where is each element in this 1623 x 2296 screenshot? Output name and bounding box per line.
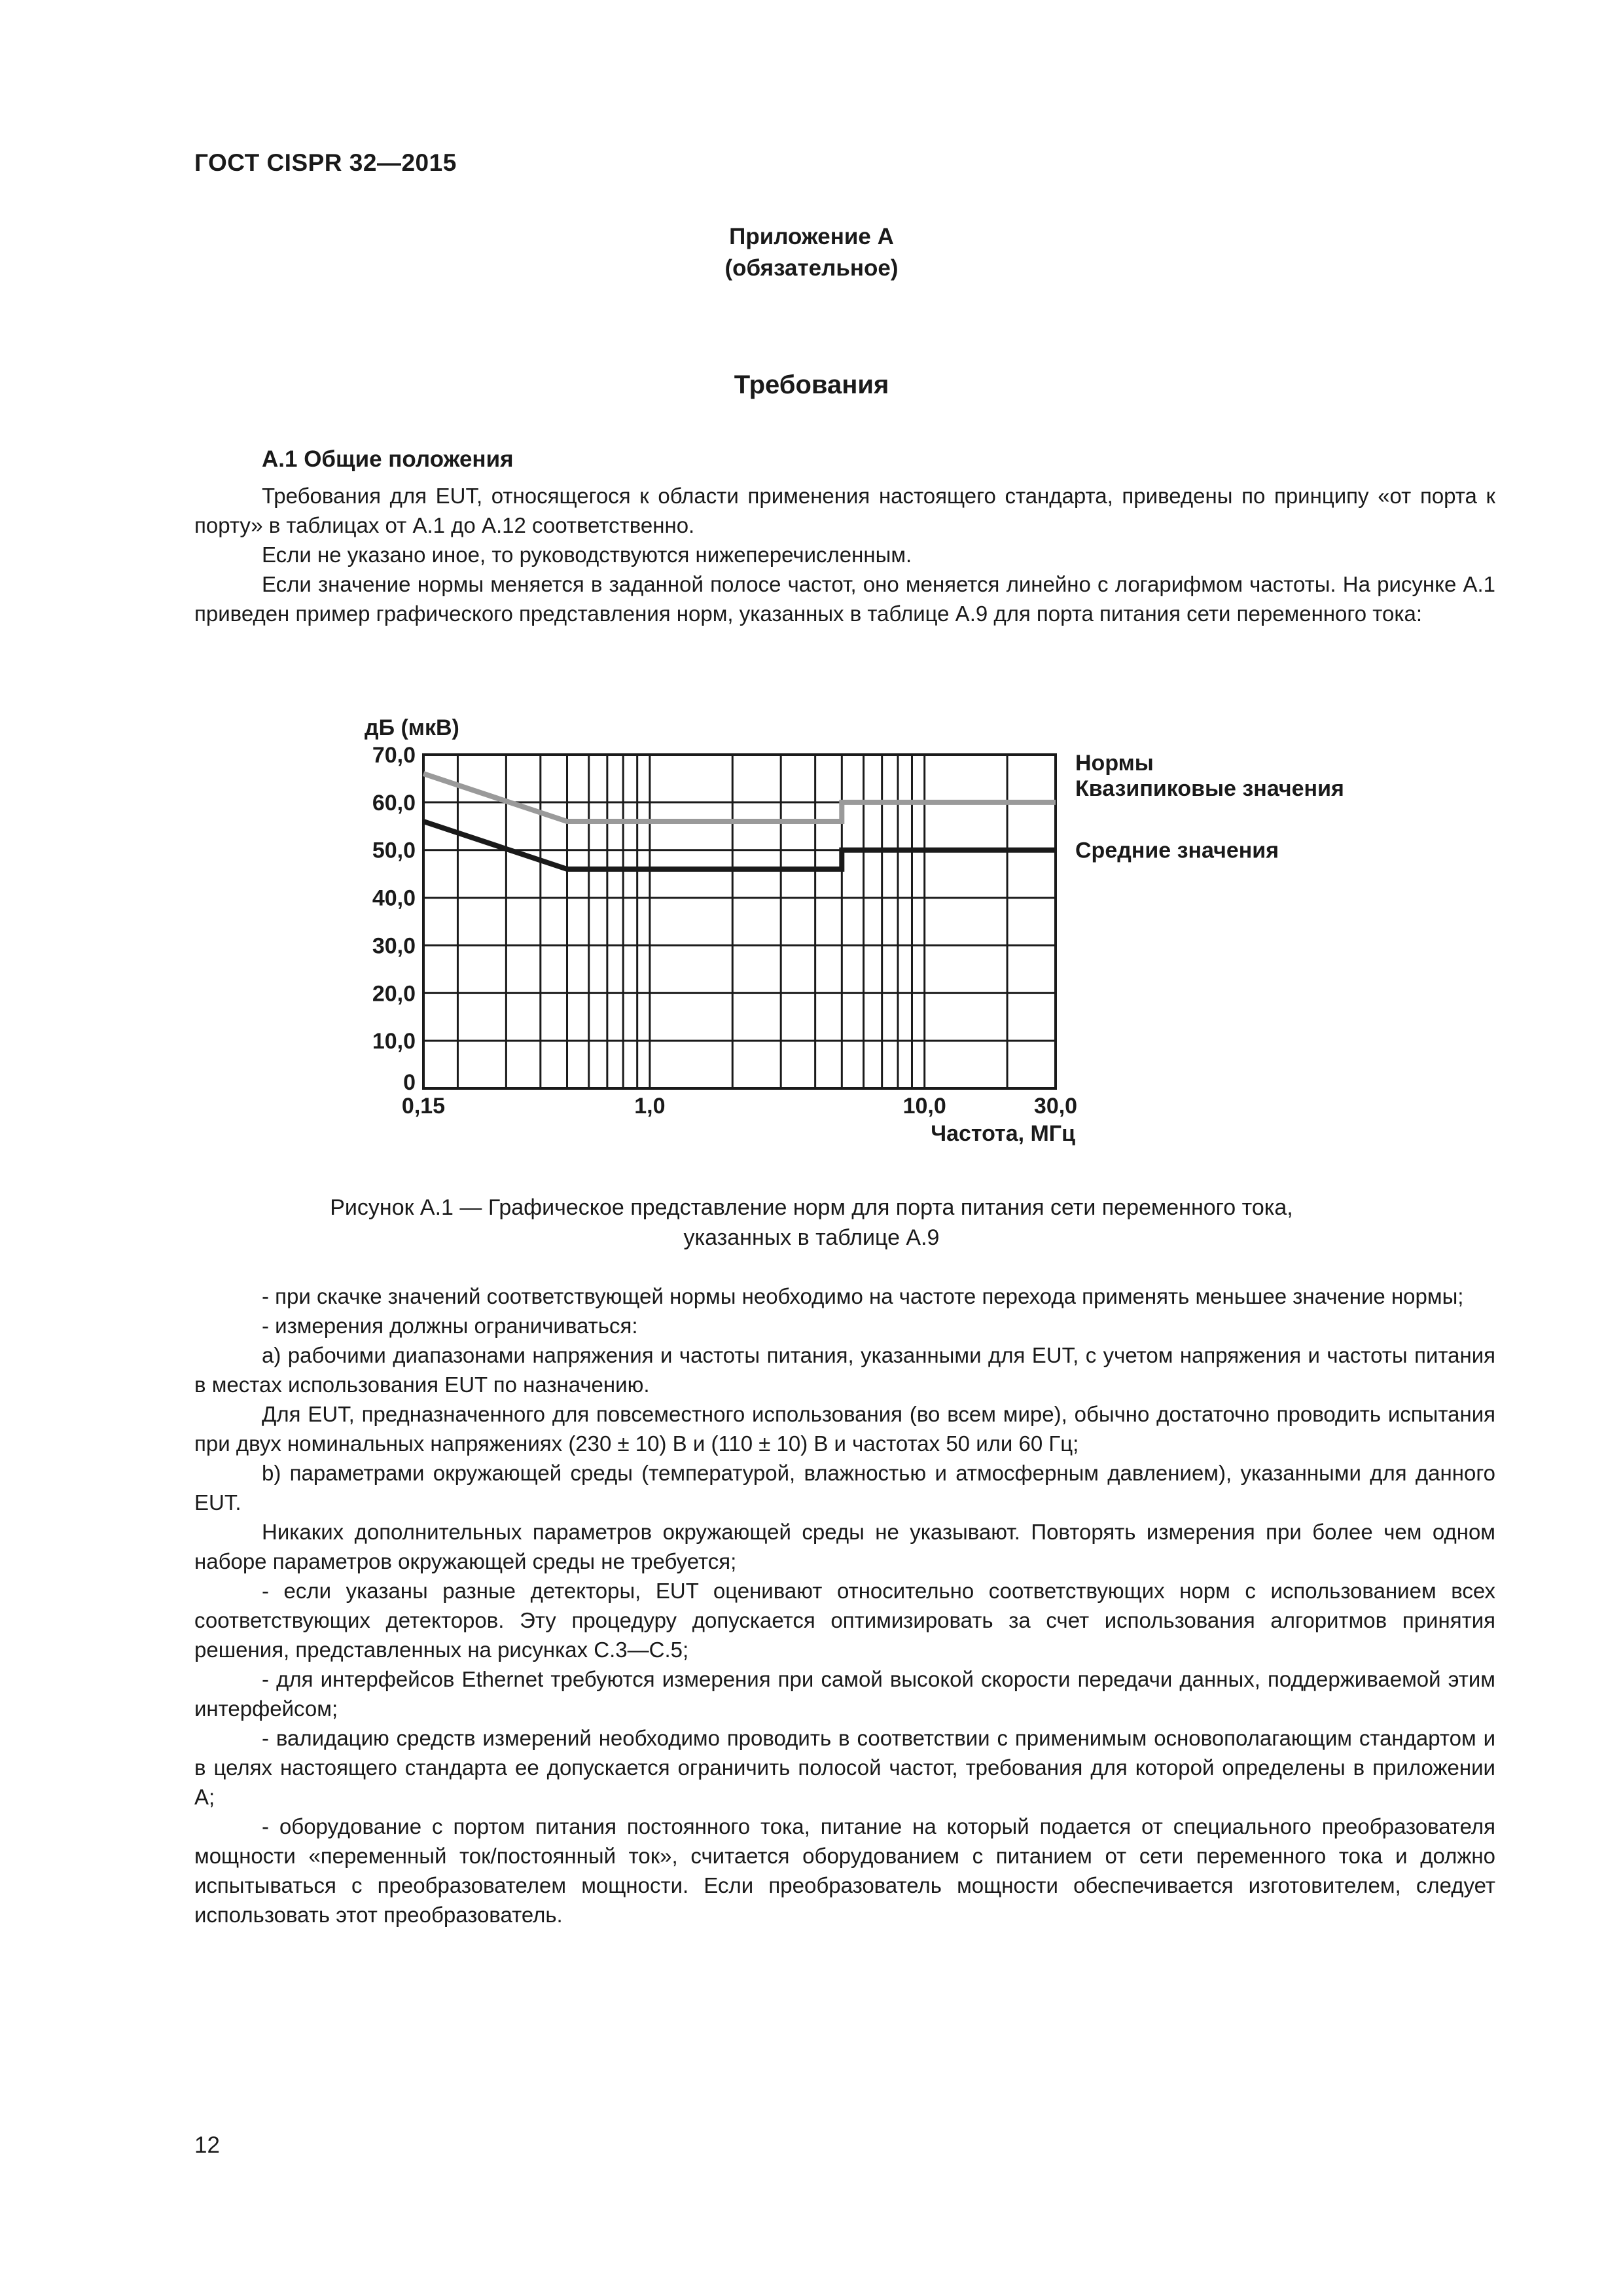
legend-label: Квазипиковые значения <box>1075 776 1344 801</box>
list-paragraph: - если указаны разные детекторы, EUT оценивают относительно соответствующих норм с использованием всех соответствующих детекторов. Эту процедуру допускается оптимизировать за счет использования алгоритмов принятия решения, представленных на рисунках С.3—С.5; <box>194 1579 1495 1662</box>
x-tick-label: 1,0 <box>634 1094 666 1119</box>
subsection-heading: А.1 Общие положения <box>262 446 514 472</box>
list-paragraph: a) рабочими диапазонами напряжения и частоты питания, указанными для EUT, с учетом напряжения и частоты питания в местах использования EUT по назначению. <box>194 1343 1495 1397</box>
y-axis-label: дБ (мкВ) <box>365 715 459 740</box>
list-paragraph: - измерения должны ограничиваться: <box>262 1314 638 1338</box>
y-tick-label: 20,0 <box>372 981 416 1007</box>
y-tick-label: 10,0 <box>372 1029 416 1054</box>
x-tick-label: 0,15 <box>401 1094 446 1119</box>
y-tick-label: 60,0 <box>372 790 416 816</box>
list-paragraph: - при скачке значений соответствующей нормы необходимо на частоте перехода применять меньшее значение нормы; <box>262 1284 1464 1308</box>
page-number: 12 <box>194 2132 220 2158</box>
list-paragraph: Никаких дополнительных параметров окружающей среды не указывают. Повторять измерения при более чем одном наборе параметров окружающей среды не требуется; <box>194 1520 1495 1573</box>
annex-title: Приложение А <box>729 224 894 249</box>
document-header: ГОСТ CISPR 32—2015 <box>194 149 457 176</box>
x-tick-label: 30,0 <box>1033 1094 1078 1119</box>
legend-header: Нормы <box>1075 751 1154 776</box>
y-tick-label: 40,0 <box>372 886 416 911</box>
legend-label: Средние значения <box>1075 838 1279 863</box>
figure-caption-line: указанных в таблице А.9 <box>683 1225 940 1250</box>
chart-series <box>423 774 1056 869</box>
x-axis-label: Частота, МГц <box>931 1121 1075 1146</box>
x-tick-label: 10,0 <box>902 1094 946 1119</box>
y-tick-label: 0 <box>403 1070 416 1095</box>
list-paragraph: - оборудование с портом питания постоянного тока, питание на который подается от специального преобразователя мощности «переменный ток/постоянный ток», считается оборудованием с питанием от сети переменного тока и должно испытываться с преобразователем мощности. Если преобразователь мощности обеспечивается изготовителем, следует использовать этот преобразователь. <box>194 1814 1495 1927</box>
y-tick-label: 30,0 <box>372 933 416 959</box>
section-title: Требования <box>734 370 889 399</box>
list-paragraph: - для интерфейсов Ethernet требуются измерения при самой высокой скорости передачи данных, поддерживаемой этим интерфейсом; <box>194 1667 1495 1721</box>
paragraph: Если значение нормы меняется в заданной полосе частот, оно меняется линейно с логарифмом частоты. На рисунке А.1 приведен пример графического представления норм, указанных в таблице А.9 для порта питания сети переменного тока: <box>194 572 1495 626</box>
figure-caption <box>194 1193 1429 1253</box>
y-tick-label: 50,0 <box>372 838 416 863</box>
list-paragraph: - валидацию средств измерений необходимо проводить в соответствии с применимым основополагающим стандартом и в целях настоящего стандарта ее допускается ограничить полосой частот, требования для которой определены в приложении А; <box>194 1726 1495 1809</box>
figure-caption-line: Рисунок А.1 — Графическое представление норм для порта питания сети переменного тока, <box>330 1195 1293 1220</box>
list-paragraph: b) параметрами окружающей среды (температурой, влажностью и атмосферным давлением), указанными для данного EUT. <box>194 1461 1495 1515</box>
paragraph: Требования для EUT, относящегося к области применения настоящего стандарта, приведены по принципу «от порта к порту» в таблицах от А.1 до А.12 соответственно. <box>194 484 1495 537</box>
paragraph: Если не указано иное, то руководствуются нижеперечисленным. <box>262 543 912 567</box>
requirements-list <box>194 1282 1495 1929</box>
series-line-quasi-peak <box>423 774 1056 821</box>
chart-labels <box>365 715 1344 1146</box>
series-line-average <box>423 821 1056 869</box>
annex-type: (обязательное) <box>724 255 899 281</box>
list-paragraph: Для EUT, предназначенного для повсеместного использования (во всем мире), обычно достаточно проводить испытания при двух номинальных напряжениях (230 ± 10) В и (110 ± 10) В и частотах 50 или 60 Гц; <box>194 1402 1495 1456</box>
y-tick-label: 70,0 <box>372 743 416 768</box>
